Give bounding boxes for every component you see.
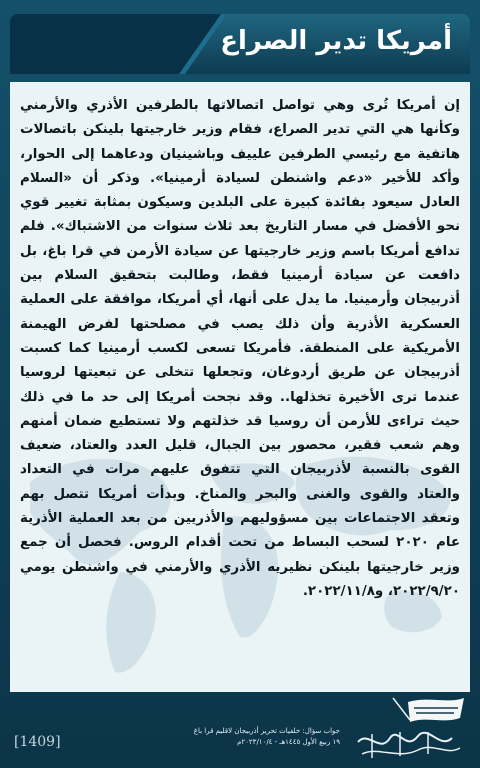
source-date: ١٩ ربيع الأول ١٤٤٥هـ - ٢٠٢٣/١٠/٤م — [237, 738, 340, 746]
header-bar — [10, 14, 470, 74]
article-panel — [10, 82, 470, 692]
source-reference — [170, 726, 340, 748]
banner-flag-calligraphy-logo-icon — [348, 694, 468, 764]
source-title: جواب سؤال: خلفيات تحرير أذربيجان لاقليم قرا باغ — [193, 727, 340, 735]
header-accent-stripe — [10, 14, 227, 74]
article-body: إن أمريكا تُرى وهي تواصل اتصالاتها بالطرفين الأذري والأرمني وكأنها هي التي تدير الصراع، فقام وزير خارجيتها بلينكن باتصالات هاتفية مع رئيسي الطرفين علييف وباشينيان ودعاهما إلى الحوار، وأكد للأخير «دعم واشنطن لسيادة أرمينيا». وذكر أن «السلام العادل سيعود بفائدة كبيرة على البلدين وسيكون بمثابة تغيير قوي نحو الأفضل في مسار التاريخ بعد ثلاث سنوات من الاشتباك». فلم تدافع أمريكا باسم وزير خارجيتها عن سيادة الأرمن في قرا باغ، بل دافعت عن سيادة أرمينيا فقط، وطالبت بتحقيق السلام بين أذربيجان وأرمينيا. ما يدل على أنها، أي أمريكا، موافقة على العملية العسكرية الأذرية وأن ذلك يصب في مصلحتها لفرض الهيمنة الأمريكية على المنطقة. فأمريكا تسعى لكسب أرمينيا كما كسبت أذربيجان عن طريق أردوغان، وتجعلها تتخلى عن تبعيتها لروسيا عندما ترى الأخيرة تخذلها.. وقد نجحت أمريكا إلى حد ما في ذلك حيث تراءى للأرمن أن روسيا قد خذلتهم ولا تستطيع ضمان أمنهم وهم شعب فقير، محصور بين الجبال، قليل العدد والعتاد، ضعيف القوى بالنسبة لأذربيجان التي تتفوق عليهم مرات في التعداد والعتاد والقوى والغنى والبحر والمناخ. وبدأت أمريكا تتصل بهم وتعقد الاجتماعات بين مسؤوليهم والأذريين من بعد العملية الأذرية عام ٢٠٢٠ لسحب البساط من تحت أقدام الروس. فحصل أن جمع وزير خارجيتها بلينكن نظيريه الأذري والأرمني في واشنطن يومي ٢٠٢٢/٩/٢٠، و٢٠٢٢/١١/٨. — [20, 98, 460, 599]
page-number: [1409] — [14, 734, 61, 750]
footer-bar — [0, 692, 480, 768]
page-title: أمريكا تدير الصراع — [220, 26, 452, 56]
